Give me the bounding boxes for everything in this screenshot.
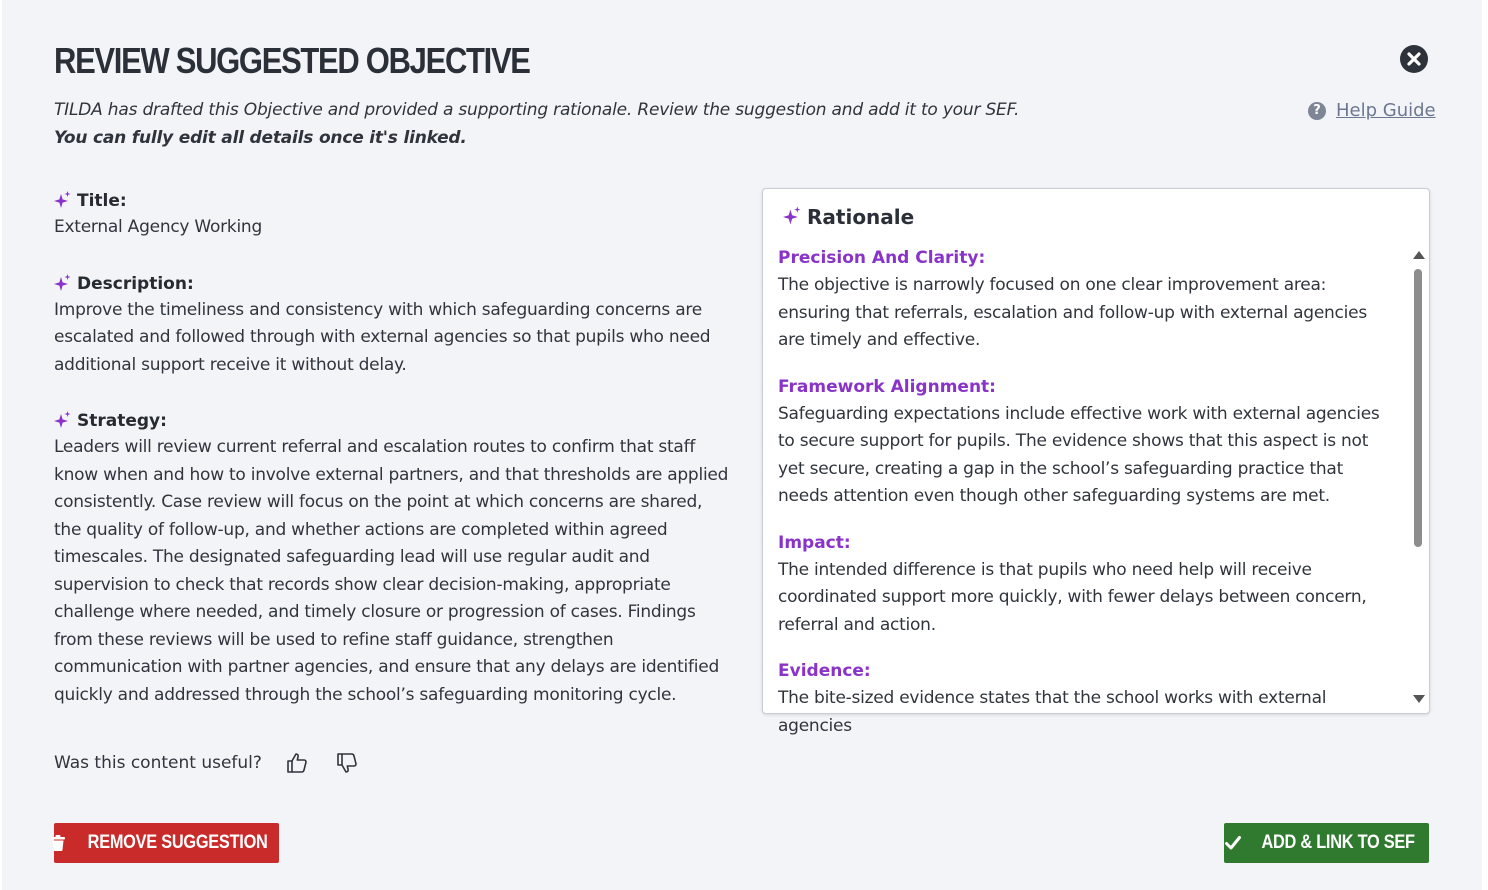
scroll-up-icon[interactable] — [1413, 251, 1425, 259]
sparkle-icon — [783, 206, 801, 228]
rationale-item-heading: Impact: — [778, 532, 851, 553]
rationale-item — [778, 530, 1398, 640]
add-link-sef-label: ADD & LINK TO SEF — [1261, 832, 1416, 853]
rationale-item-heading: Precision And Clarity: — [778, 248, 986, 268]
rationale-scroll-area[interactable] — [778, 245, 1398, 736]
rationale-item-heading: Evidence: — [778, 661, 871, 681]
rationale-item-heading: Framework Alignment: — [778, 376, 996, 397]
rationale-item-text: The objective is narrowly focused on one clear improvement area: ensuring that referrals, escalation and follow-up with external agencies are timely and effective. — [778, 275, 1367, 350]
rationale-item — [778, 245, 1398, 355]
rationale-panel — [762, 188, 1430, 736]
thumbs-down-icon[interactable] — [334, 750, 360, 776]
close-icon[interactable] — [1400, 45, 1428, 73]
rationale-item-text: Safeguarding expectations include effective work with external agencies to secure support for pupils. The evidence shows that this aspect is not yet secure, creating a gap in the school’s safeguarding practice that needs attention even though other safeguarding systems are met. — [778, 403, 1380, 506]
review-objective-modal — [2, 0, 1482, 890]
scroll-down-icon[interactable] — [1413, 695, 1425, 703]
objective-details — [54, 188, 734, 738]
remove-suggestion-label: REMOVE SUGGESTION — [87, 832, 268, 853]
rationale-item — [778, 374, 1398, 511]
rationale-item-text: The bite-sized evidence states that the school works with external agencies — [778, 688, 1327, 736]
sparkle-icon — [54, 191, 71, 211]
add-link-sef-button[interactable] — [1224, 823, 1429, 863]
feedback-question: Was this content useful? — [54, 753, 262, 773]
sparkle-icon — [54, 411, 71, 431]
rationale-item-text: The intended difference is that pupils who need help will receive coordinated support more quickly, with fewer delays between concern, referral and action. — [778, 559, 1367, 635]
help-guide-label[interactable]: Help Guide — [1336, 100, 1436, 121]
rationale-scrollbar[interactable] — [1411, 247, 1425, 707]
description-field — [54, 271, 734, 380]
title-value: External Agency Working — [54, 217, 262, 237]
strategy-field — [54, 408, 734, 709]
trash-icon — [51, 835, 65, 851]
help-guide-link[interactable] — [1308, 100, 1436, 121]
question-icon: ? — [1308, 102, 1326, 120]
rationale-item — [778, 658, 1398, 740]
title-field — [54, 188, 734, 242]
modal-subtitle — [54, 96, 1019, 152]
description-label: Description: — [77, 273, 194, 294]
rationale-heading: Rationale — [807, 205, 915, 229]
remove-suggestion-button[interactable] — [54, 823, 279, 863]
description-value: Improve the timeliness and consistency with which safeguarding concerns are escalated and followed through with external agencies so that pupils who need additional support receive it without delay. — [54, 299, 711, 375]
modal-title: REVIEW SUGGESTED OBJECTIVE — [54, 40, 530, 81]
scrollbar-thumb[interactable] — [1414, 269, 1422, 547]
thumbs-up-icon[interactable] — [284, 750, 310, 776]
subtitle-line-1: TILDA has drafted this Objective and provided a supporting rationale. Review the suggestion and add it to your SEF. — [54, 100, 1020, 120]
strategy-label: Strategy: — [77, 411, 167, 431]
title-label: Title: — [77, 191, 127, 211]
strategy-value: Leaders will review current referral and escalation routes to confirm that staff know when and how to involve external partners, and that thresholds are applied consistently. Case review will focus on the point at which concerns are shared, the quality of follow-up, and whether actions are completed within agreed timescales. The designated safeguarding lead will use regular audit and supervision to check that records show clear decision-making, appropriate challenge where needed, and timely closure or progression of cases. Findings from these reviews will be used to refine staff guidance, strengthen communication with partner agencies, and ensure that any delays are identified quickly and addressed through the school’s safeguarding monitoring cycle. — [54, 437, 729, 705]
subtitle-line-2: You can fully edit all details once it's linked. — [54, 128, 467, 148]
sparkle-icon — [54, 274, 71, 294]
check-icon — [1225, 836, 1241, 850]
feedback-row — [54, 750, 360, 776]
